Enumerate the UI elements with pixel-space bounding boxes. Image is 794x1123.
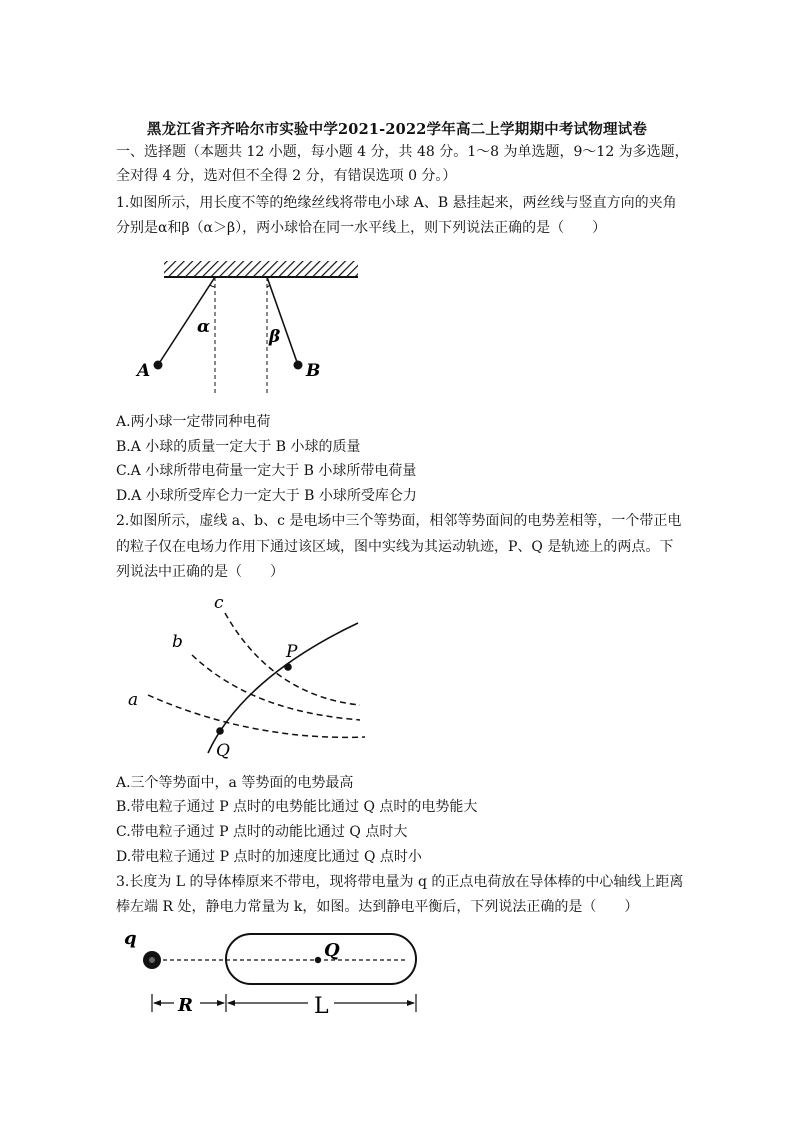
angle-arc-alpha: [210, 285, 215, 287]
q3-stem-line1: 3.长度为 L 的导体棒原来不带电，现将带电量为 q 的正点电荷放在导体棒的中心轴线上距离: [116, 874, 684, 890]
label-b-line: b: [172, 632, 183, 652]
q3-conductor-rod-figure: [118, 920, 438, 1020]
ceiling-hatch: [164, 261, 358, 277]
ball-b: [294, 361, 303, 370]
q2-stem-line3: 列说法中正确的是（ ）: [116, 564, 284, 580]
label-q: Q: [216, 741, 230, 761]
label-alpha: α: [197, 317, 211, 337]
label-c: c: [214, 593, 224, 613]
q1-stem-line1: 1.如图所示，用长度不等的绝缘丝线将带电小球 A、B 悬挂起来，两丝线与竖直方向的夹角: [116, 195, 677, 211]
r-arrow-right: [217, 1000, 225, 1006]
equipotential-b: [192, 655, 360, 720]
q1-stem-line2: 分别是α和β（α＞β），两小球恰在同一水平线上，则下列说法正确的是（ ）: [116, 220, 607, 236]
q1-pendulum-figure: [130, 255, 370, 395]
rod-center-point: [315, 957, 321, 963]
l-arrow-left: [227, 1000, 235, 1006]
point-q: [216, 727, 224, 735]
l-arrow-right: [407, 1000, 415, 1006]
q2-option-c: C.带电粒子通过 P 点时的动能比通过 Q 点时大: [116, 824, 408, 840]
r-arrow-left: [153, 1000, 161, 1006]
label-p: P: [286, 642, 298, 662]
section-instructions: 全对得 4 分，选对但不全得 2 分，有错误选项 0 分。）: [116, 168, 457, 184]
q3-stem-line2: 棒左端 R 处，静电力常量为 k，如图。达到静电平衡后，下列说法正确的是（ ）: [116, 899, 639, 915]
section-heading: 一、选择题（本题共 12 小题，每小题 4 分，共 48 分。1～8 为单选题，9～12 为多选题，: [116, 144, 689, 160]
q1-option-b: B.A 小球的质量一定大于 B 小球的质量: [116, 439, 361, 455]
label-l: L: [314, 994, 329, 1019]
exam-title: 黑龙江省齐齐哈尔市实验中学2021-2022学年高二上学期期中考试物理试卷: [146, 121, 648, 138]
label-q-center: Q: [324, 940, 340, 961]
thread-b: [267, 277, 298, 365]
q2-stem-line2: 的粒子仅在电场力作用下通过该区域，图中实线为其运动轨迹，P、Q 是轨迹上的两点。下: [116, 539, 674, 555]
q2-stem-line1: 2.如图所示，虚线 a、b、c 是电场中三个等势面，相邻等势面间的电势差相等，一个带正电: [116, 513, 682, 529]
q2-option-b: B.带电粒子通过 P 点时的电势能比通过 Q 点时的电势能大: [116, 799, 478, 815]
q1-option-c: C.A 小球所带电荷量一定大于 B 小球所带电荷量: [116, 463, 417, 479]
q2-equipotential-figure: [120, 585, 370, 765]
q2-option-a: A.三个等势面中，a 等势面的电势最高: [116, 775, 354, 791]
point-charge-highlight: [149, 957, 155, 963]
point-p: [284, 663, 292, 671]
q1-option-d: D.A 小球所受库仑力一定大于 B 小球所受库仑力: [116, 488, 417, 504]
label-a: A: [137, 361, 151, 381]
q2-option-d: D.带电粒子通过 P 点时的加速度比通过 Q 点时小: [116, 849, 422, 865]
label-b: B: [306, 361, 321, 381]
label-a-line: a: [128, 690, 139, 710]
label-r: R: [178, 995, 193, 1016]
label-beta: β: [269, 327, 281, 347]
ball-a: [154, 361, 163, 370]
q1-option-a: A.两小球一定带同种电荷: [116, 414, 271, 430]
label-q-charge: q: [124, 928, 137, 949]
